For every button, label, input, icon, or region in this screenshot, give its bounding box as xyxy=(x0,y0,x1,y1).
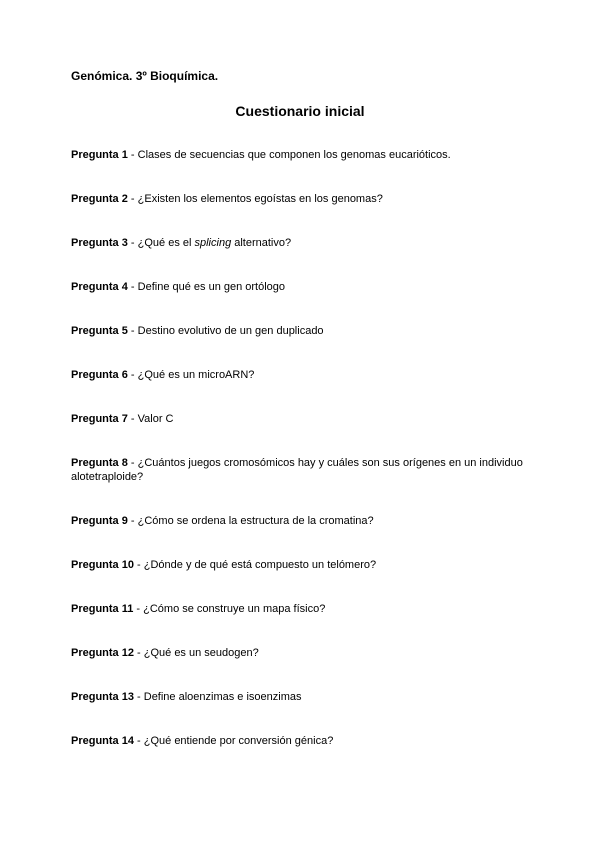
question-label: Pregunta 1 xyxy=(71,149,128,161)
question-separator: - xyxy=(133,647,144,659)
question-label: Pregunta 2 xyxy=(71,193,128,205)
question-separator: - xyxy=(127,193,138,205)
question-label: Pregunta 6 xyxy=(71,369,128,381)
question-label: Pregunta 11 xyxy=(71,603,134,615)
question-label: Pregunta 13 xyxy=(71,691,134,703)
question-9 xyxy=(71,514,536,528)
question-13 xyxy=(71,690,536,704)
question-1 xyxy=(71,148,536,162)
question-text: ¿Cómo se ordena la estructura de la cromatina? xyxy=(137,515,374,527)
question-text: ¿Qué es un seudogen? xyxy=(143,647,259,659)
question-label: Pregunta 8 xyxy=(71,457,128,469)
question-separator: - xyxy=(127,515,138,527)
question-3 xyxy=(71,236,536,250)
question-separator: - xyxy=(127,237,138,249)
question-text-italic: splicing xyxy=(194,237,232,249)
question-text: Define qué es un gen ortólogo xyxy=(137,281,286,293)
question-text: Clases de secuencias que componen los genomas eucarióticos. xyxy=(137,149,451,161)
question-label: Pregunta 14 xyxy=(71,735,134,747)
question-separator: - xyxy=(133,735,144,747)
question-8 xyxy=(71,456,536,484)
question-text: ¿Qué es un microARN? xyxy=(137,369,255,381)
question-11 xyxy=(71,602,536,616)
question-text-after: alternativo? xyxy=(231,237,292,249)
document-title: Cuestionario inicial xyxy=(235,103,365,119)
question-14 xyxy=(71,734,536,748)
question-text: Destino evolutivo de un gen duplicado xyxy=(137,325,324,337)
question-label: Pregunta 7 xyxy=(71,413,128,425)
question-separator: - xyxy=(127,149,138,161)
question-label: Pregunta 9 xyxy=(71,515,128,527)
question-text: ¿Dónde y de qué está compuesto un telómero? xyxy=(143,559,377,571)
question-5 xyxy=(71,324,536,338)
question-label: Pregunta 10 xyxy=(71,559,134,571)
question-6 xyxy=(71,368,536,382)
question-label: Pregunta 4 xyxy=(71,281,128,293)
question-10 xyxy=(71,558,536,572)
question-text: ¿Qué entiende por conversión génica? xyxy=(143,735,334,747)
question-4 xyxy=(71,280,536,294)
question-label: Pregunta 12 xyxy=(71,647,134,659)
question-separator: - xyxy=(127,457,138,469)
question-2 xyxy=(71,192,536,206)
question-12 xyxy=(71,646,536,660)
question-separator: - xyxy=(133,691,144,703)
question-text-before: ¿Qué es el xyxy=(137,237,195,249)
course-header: Genómica. 3º Bioquímica. xyxy=(71,69,219,83)
question-7 xyxy=(71,412,536,426)
question-text: ¿Existen los elementos egoístas en los genomas? xyxy=(137,193,383,205)
question-separator: - xyxy=(127,413,138,425)
question-text: ¿Cómo se construye un mapa físico? xyxy=(143,603,326,615)
question-separator: - xyxy=(127,281,138,293)
question-separator: - xyxy=(127,325,138,337)
question-separator: - xyxy=(133,559,144,571)
question-separator: - xyxy=(127,369,138,381)
question-label: Pregunta 3 xyxy=(71,237,128,249)
question-text: ¿Cuántos juegos cromosómicos hay y cuáles son sus orígenes en un individuo alotetraploide? xyxy=(71,457,523,483)
question-separator: - xyxy=(133,603,144,615)
question-text: Define aloenzimas e isoenzimas xyxy=(143,691,302,703)
question-text: Valor C xyxy=(137,413,174,425)
question-label: Pregunta 5 xyxy=(71,325,128,337)
